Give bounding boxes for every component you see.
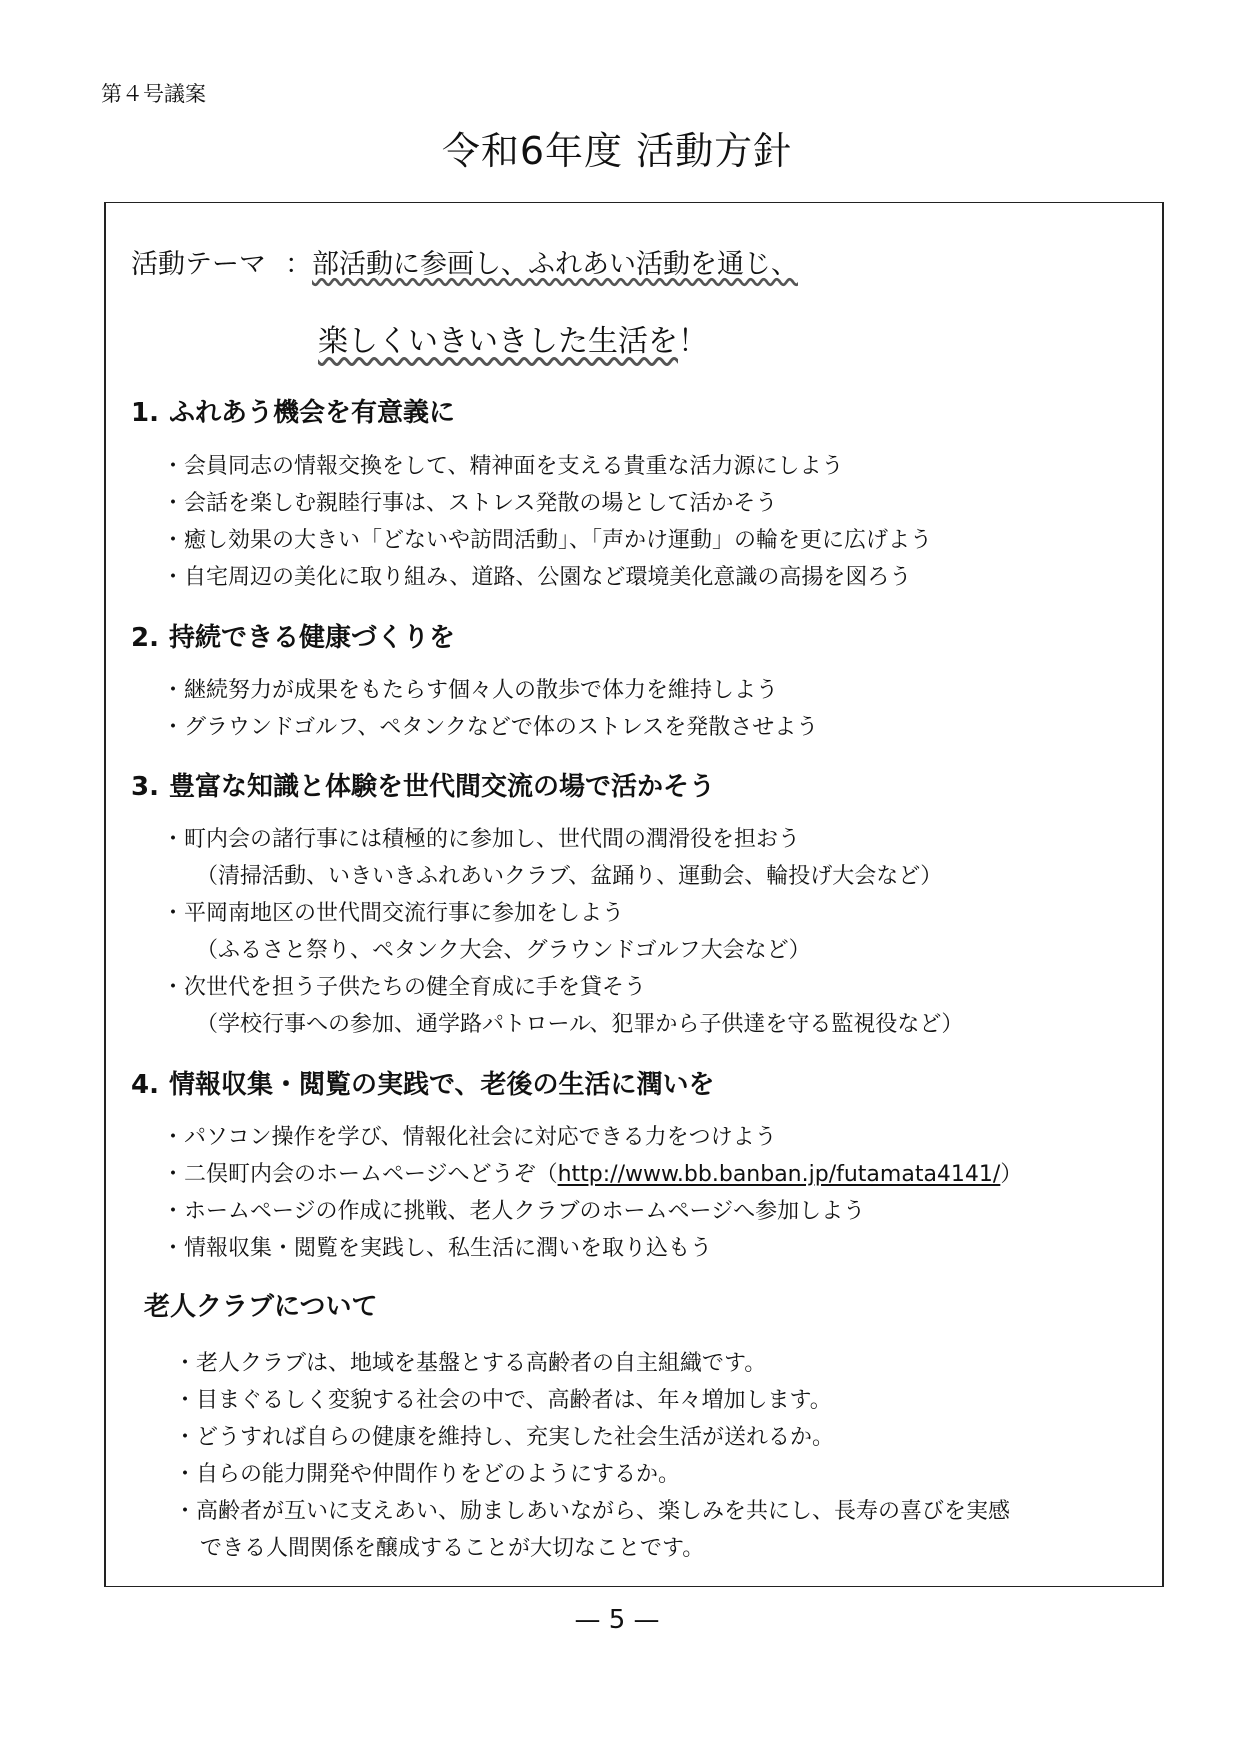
list-item-text: ・二俣町内会のホームページへどうぞ <box>162 1162 536 1187</box>
list-item-detail: （ふるさと祭り、ペタンク大会、グラウンドゴルフ大会など） <box>196 938 811 963</box>
club-heading: 老人クラブについて <box>144 1292 378 1322</box>
list-item: ・継続努力が成果をもたらす個々人の散歩で体力を維持しよう <box>162 678 779 703</box>
document-title: 令和6年度 活動方針 <box>441 129 793 173</box>
section-title: ふれあう機会を有意義に <box>169 398 456 428</box>
theme-line-2-end: ！ <box>678 324 708 359</box>
section-number: 4. <box>131 1070 159 1100</box>
section-number: 1. <box>131 398 159 428</box>
section-title: 持続できる健康づくりを <box>169 623 456 653</box>
list-item: ・会員同志の情報交換をして、精神面を支える貴重な活力源にしよう <box>162 454 844 479</box>
list-item: ・ホームページの作成に挑戦、老人クラブのホームページへ参加しよう <box>162 1199 866 1224</box>
activity-theme-line-2 <box>318 316 708 360</box>
list-item: ・情報収集・閲覧を実践し、私生活に潤いを取り込もう <box>162 1236 713 1261</box>
section-title: 豊富な知識と体験を世代間交流の場で活かそう <box>169 772 716 802</box>
list-item: ・会話を楽しむ親睦行事は、ストレス発散の場として活かそう <box>162 491 778 516</box>
section-heading-1 <box>131 392 455 429</box>
list-item: ・老人クラブは、地域を基盤とする高齢者の自主組織です。 <box>174 1351 767 1376</box>
section-number: 3. <box>131 772 159 802</box>
list-item <box>162 1157 1022 1188</box>
list-item-continuation: できる人間関係を醸成することが大切なことです。 <box>200 1536 705 1561</box>
agenda-number: 第４号議案 <box>101 82 206 106</box>
theme-colon: ： <box>285 249 312 280</box>
page-number: — 5 — <box>574 1605 660 1635</box>
list-item: ・どうすれば自らの健康を維持し、充実した社会生活が送れるか。 <box>174 1425 835 1450</box>
url-close-paren: ） <box>1000 1162 1023 1187</box>
theme-label: 活動テーマ <box>131 249 266 280</box>
list-item: ・自宅周辺の美化に取り組み、道路、公園など環境美化意識の高揚を図ろう <box>162 565 912 590</box>
section-heading-2 <box>131 617 455 654</box>
activity-theme <box>131 242 798 281</box>
list-item: ・平岡南地区の世代間交流行事に参加をしよう <box>162 901 625 926</box>
list-item: ・町内会の諸行事には積極的に参加し、世代間の潤滑役を担おう <box>162 827 801 852</box>
section-title: 情報収集・閲覧の実践で、老後の生活に潤いを <box>169 1070 715 1100</box>
list-item-detail: （学校行事への参加、通学路パトロール、犯罪から子供達を守る監視役など） <box>196 1012 964 1037</box>
list-item: ・目まぐるしく変貌する社会の中で、高齢者は、年々増加します。 <box>174 1388 832 1413</box>
section-number: 2. <box>131 623 159 653</box>
theme-line-1: 部活動に参画し、ふれあい活動を通じ、 <box>312 249 798 280</box>
url-open-paren: （ <box>535 1162 558 1187</box>
section-heading-4 <box>131 1064 714 1101</box>
homepage-link[interactable]: http://www.bb.banban.jp/futamata4141/ <box>557 1162 1001 1187</box>
section-heading-3 <box>131 766 715 803</box>
list-item: ・自らの能力開発や仲間作りをどのようにするか。 <box>174 1462 681 1487</box>
list-item: ・高齢者が互いに支えあい、励ましあいながら、楽しみを共にし、長寿の喜びを実感 <box>174 1499 1011 1524</box>
list-item-detail: （清掃活動、いきいきふれあいクラブ、盆踊り、運動会、輪投げ大会など） <box>196 864 943 889</box>
list-item: ・グラウンドゴルフ、ペタンクなどで体のストレスを発散させよう <box>162 715 819 740</box>
list-item: ・癒し効果の大きい「どないや訪問活動」、「声かけ運動」の輪を更に広げよう <box>162 528 933 553</box>
theme-line-2: 楽しくいきいきした生活を <box>318 324 678 359</box>
list-item: ・パソコン操作を学び、情報化社会に対応できる力をつけよう <box>162 1125 777 1150</box>
list-item: ・次世代を担う子供たちの健全育成に手を貸そう <box>162 975 647 1000</box>
